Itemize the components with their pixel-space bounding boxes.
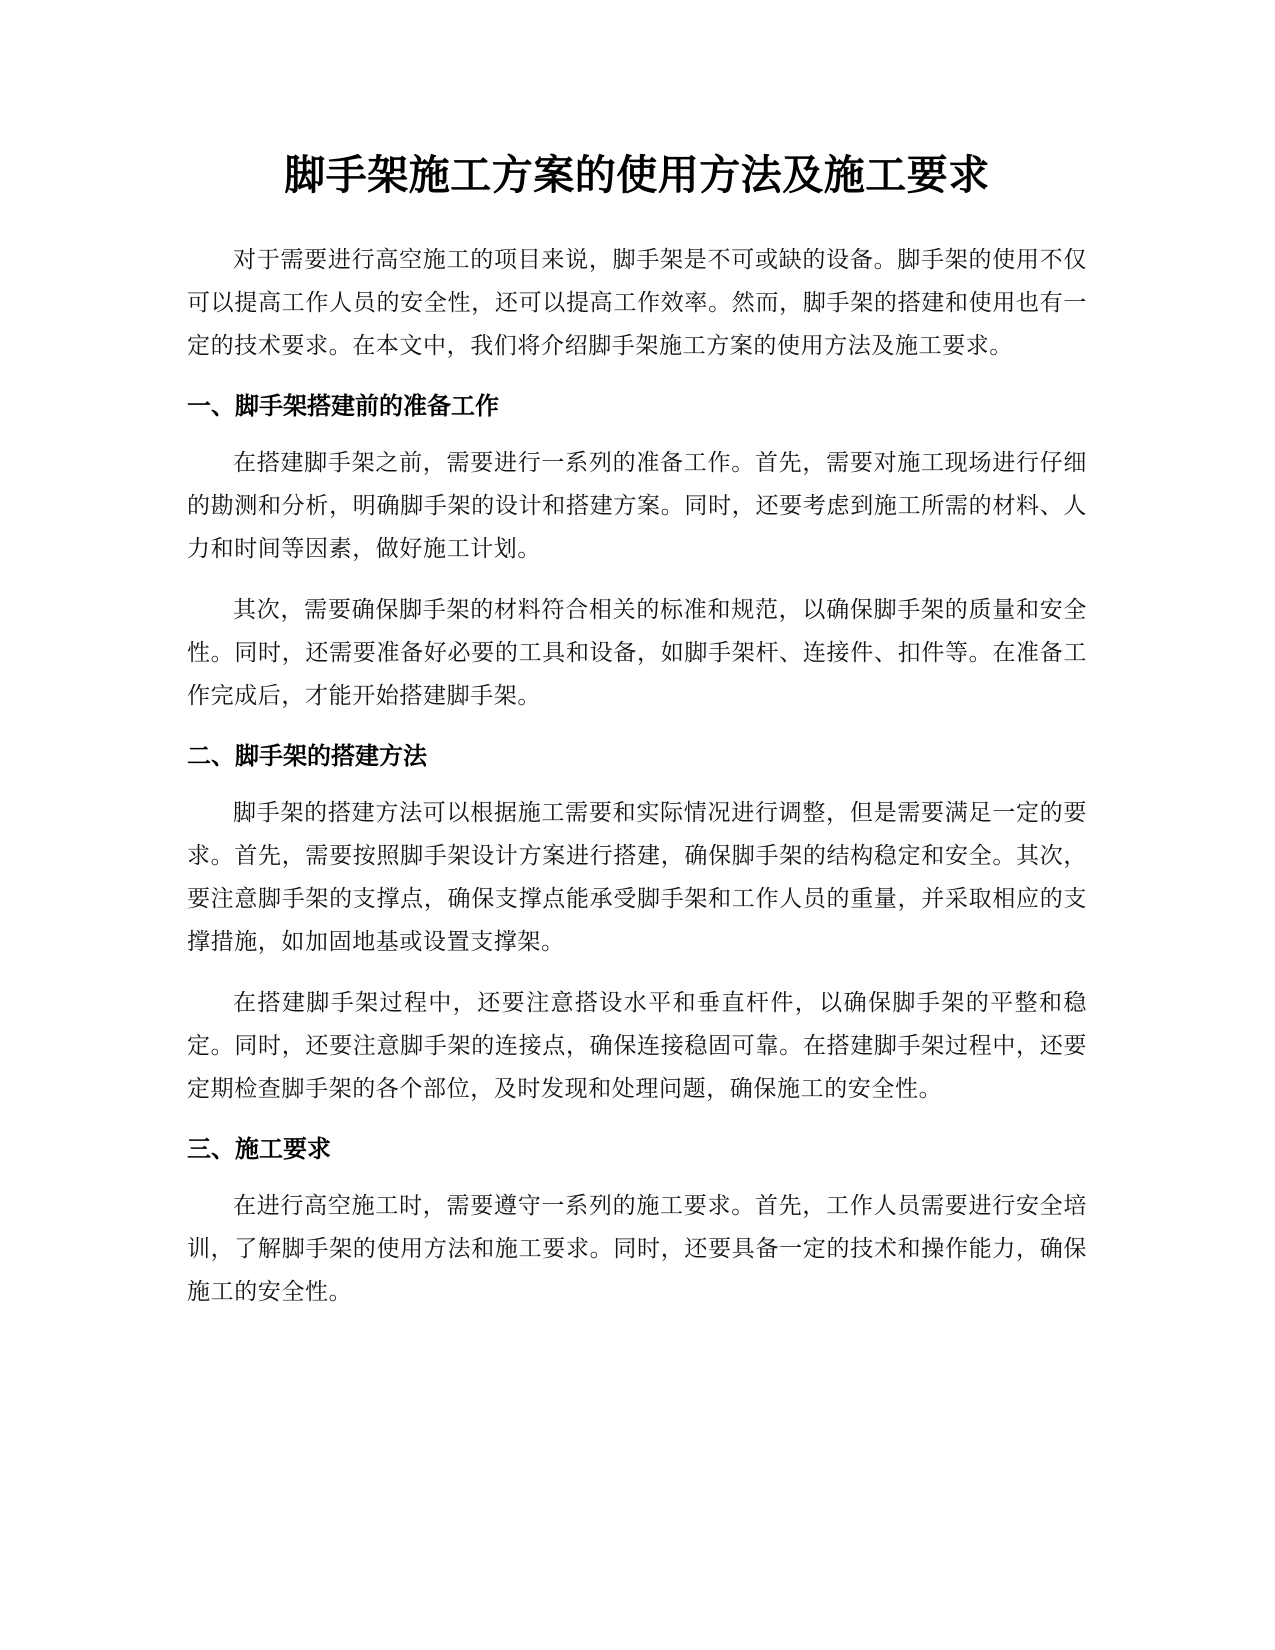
section-paragraph: 其次，需要确保脚手架的材料符合相关的标准和规范，以确保脚手架的质量和安全性。同时，还需要准备好必要的工具和设备，如脚手架杆、连接件、扣件等。在准备工作完成后，才能开始搭建脚手架。 [187,597,1087,709]
intro-paragraph: 对于需要进行高空施工的项目来说，脚手架是不可或缺的设备。脚手架的使用不仅可以提高工作人员的安全性，还可以提高工作效率。然而，脚手架的搭建和使用也有一定的技术要求。在本文中，我们将介绍脚手架施工方案的使用方法及施工要求。 [187,247,1087,359]
section-preparation [187,386,1087,718]
document-page [187,145,1087,1332]
section-paragraph: 在搭建脚手架之前，需要进行一系列的准备工作。首先，需要对施工现场进行仔细的勘测和分析，明确脚手架的设计和搭建方案。同时，还要考虑到施工所需的材料、人力和时间等因素，做好施工计划。 [187,450,1087,562]
section-paragraph: 在搭建脚手架过程中，还要注意搭设水平和垂直杆件，以确保脚手架的平整和稳定。同时，还要注意脚手架的连接点，确保连接稳固可靠。在搭建脚手架过程中，还要定期检查脚手架的各个部位，及时发现和处理问题，确保施工的安全性。 [187,990,1087,1102]
section-paragraph: 脚手架的搭建方法可以根据施工需要和实际情况进行调整，但是需要满足一定的要求。首先，需要按照脚手架设计方案进行搭建，确保脚手架的结构稳定和安全。其次，要注意脚手架的支撑点，确保支撑点能承受脚手架和工作人员的重量，并采取相应的支撑措施，如加固地基或设置支撑架。 [187,800,1087,955]
section-heading: 二、脚手架的搭建方法 [187,742,427,770]
section-paragraph: 在进行高空施工时，需要遵守一系列的施工要求。首先，工作人员需要进行安全培训，了解脚手架的使用方法和施工要求。同时，还要具备一定的技术和操作能力，确保施工的安全性。 [187,1193,1087,1305]
section-construction-method [187,736,1087,1111]
section-heading: 一、脚手架搭建前的准备工作 [187,392,499,420]
document-title: 脚手架施工方案的使用方法及施工要求 [284,151,990,199]
section-heading: 三、施工要求 [187,1135,331,1163]
section-requirements [187,1129,1087,1314]
